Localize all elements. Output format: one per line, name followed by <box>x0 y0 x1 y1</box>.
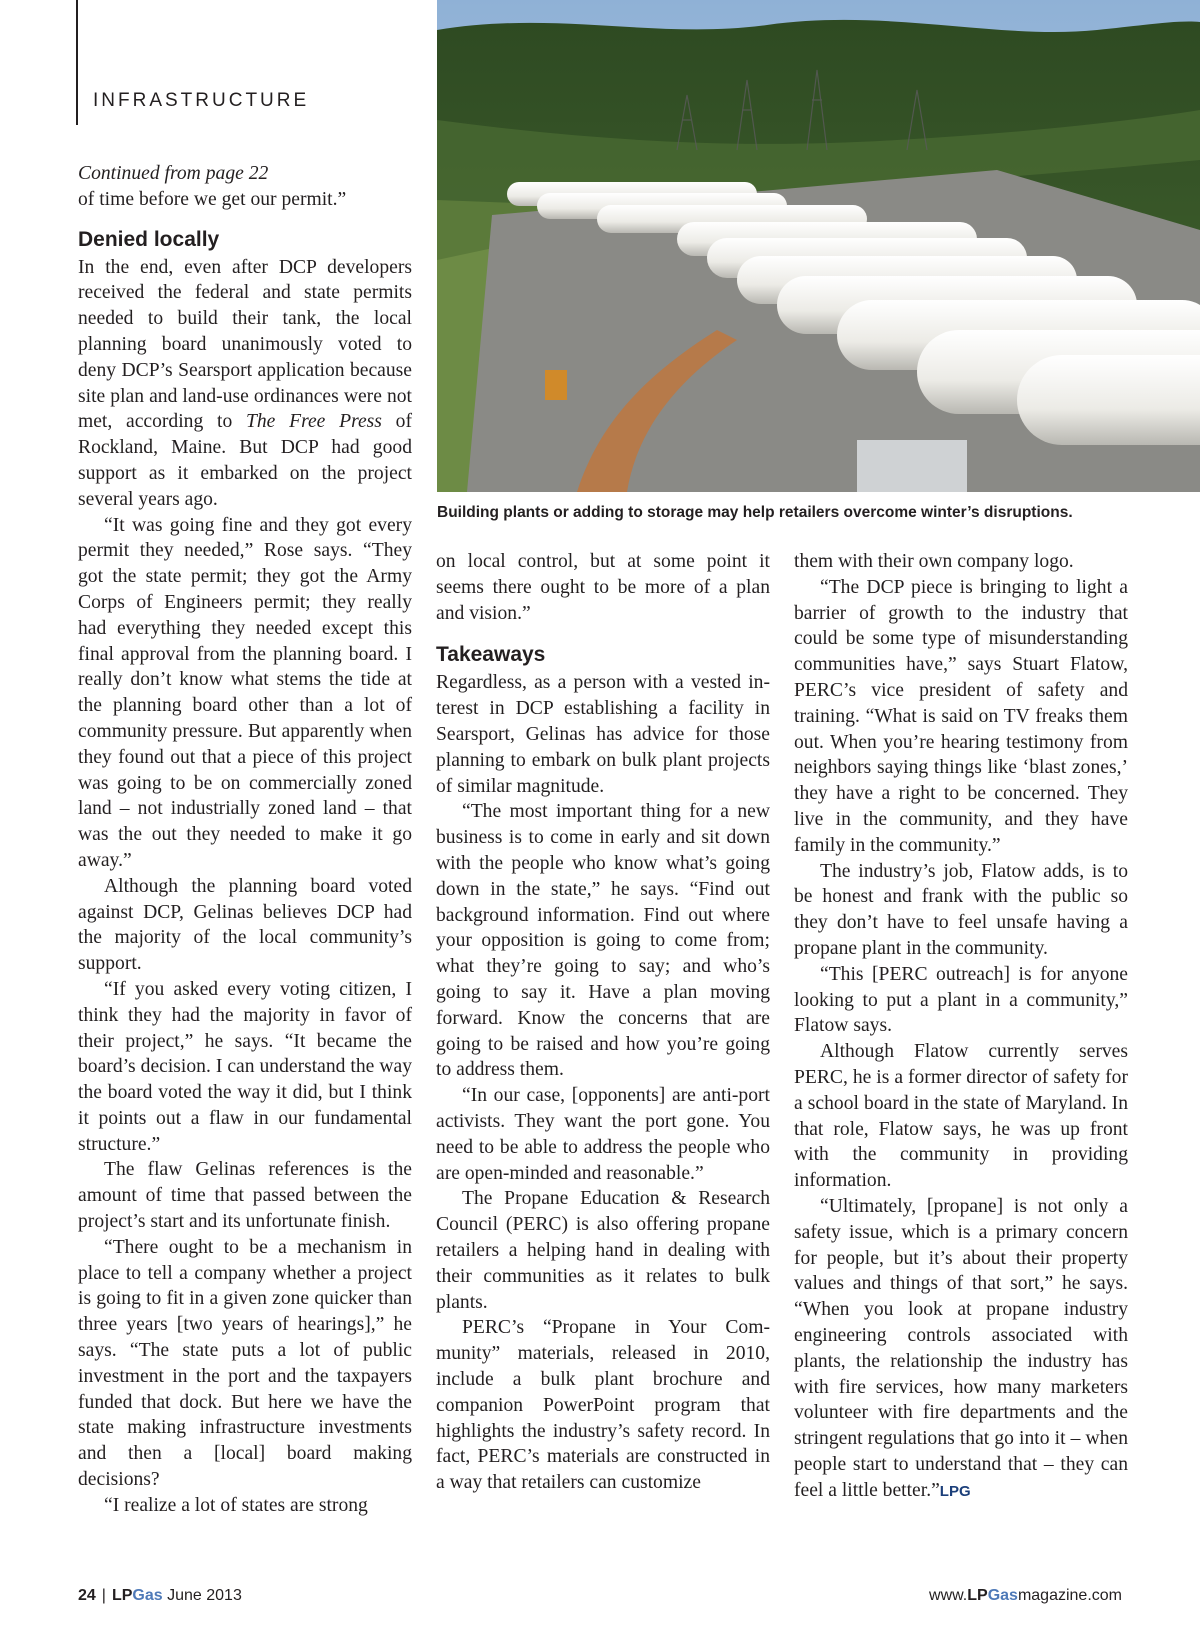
paragraph: “I realize a lot of states are strong <box>104 1494 368 1516</box>
url-prefix: www. <box>929 1587 968 1604</box>
article-column-3 <box>794 549 1128 1504</box>
article-column-2 <box>436 549 770 1496</box>
text-run: “Ultimately, [propane] is not only a safety issue, which is a primary concern for people, but it’s about their property values and things of that sort,” he says. “When you look at propane industry engineering controls associated with plants, the relationship the industry has with fire services, how many marketers volunteer with fire departments and the stringent regulations that go into it – when people start to understand that – they can feel a little better.” <box>794 1195 1128 1501</box>
magazine-name-gas: Gas <box>132 1587 163 1604</box>
paragraph: The flaw Gelinas references is the amount of time that passed between the project’s start and its unfortunate finish. <box>78 1159 412 1233</box>
photo-illustration <box>437 0 1200 492</box>
magazine-name-lp: LP <box>111 1587 133 1604</box>
paragraph: “The most important thing for a new business is to come in early and sit down with the people who know what’s going down in the state,” he says. “Find out background information. Find out where your opposition is going to come from; what they’re going to say; and who’s going to say it. Have a plan moving forward. Know the concerns that are going to be raised and how you’re going to address them. <box>436 801 770 1081</box>
paragraph: PERC’s “Propane in Your Community” materials, released in 2010, include a bulk plant brochure and companion PowerPoint program that highlights the industry’s safety record. In fact, PERC’s materials are constructed in a way that retailers can customize <box>436 1317 770 1494</box>
paragraph: on local control, but at some point it seems there ought to be more of a plan and vision.” <box>436 551 770 624</box>
paragraph: “In our case, [opponents] are anti-port activists. They want the port gone. You need to be able to address the people who are open-minded and reasonable.” <box>436 1085 770 1184</box>
header-rule <box>76 0 78 125</box>
paragraph: The industry’s job, Flatow adds, is to be honest and frank with the public so they don’t have to feel unsafe having a propane plant in the community. <box>794 860 1128 959</box>
paragraph: “This [PERC outreach] is for anyone looking to put a plant in a community,” Flatow says. <box>794 963 1128 1037</box>
url-gas: Gas <box>987 1587 1018 1604</box>
footer-folio <box>78 1587 242 1605</box>
subhead-denied-locally: Denied locally <box>78 227 220 251</box>
end-mark: LPG <box>939 1482 971 1500</box>
url-suffix: magazine.com <box>1017 1587 1122 1604</box>
continued-note: Continued from page 22 <box>78 163 269 184</box>
paragraph <box>794 1194 1128 1505</box>
paragraph: Although Flatow currently serves PERC, he is a former director of safety for a school board in the state of Maryland. In that role, Flatow says, he was up front with the community in providing information. <box>794 1041 1128 1192</box>
storage-plant-photo <box>437 0 1200 492</box>
paragraph: them with their own company logo. <box>794 551 1074 572</box>
text-run: In the end, even after DCP developers received the federal and state permits needed to build their tank, the local planning board unanimously voted to deny DCP’s Searsport application because site plan and land-use ordinances were not met, according to <box>78 256 412 433</box>
paragraph: “There ought to be a mechanism in place to tell a company whether a project is going to fit in a given zone quicker than three years [two years of hearings],” he says. “The state puts a lot of public investment in the port and the taxpayers funded that dock. But here we have the state making infrastructure investments and then a [local] board making decisions? <box>78 1236 412 1491</box>
footer-url[interactable] <box>929 1587 1122 1605</box>
url-lp: LP <box>967 1587 988 1604</box>
publication-title: The Free Press <box>245 411 382 433</box>
paragraph: Although the planning board voted against DCP, Gelinas believes DCP had the majority of the local community’s support. <box>78 875 412 975</box>
section-label: INFRASTRUCTURE <box>93 90 310 111</box>
article-column-1 <box>78 161 412 1519</box>
paragraph: of time before we get our permit.” <box>78 188 347 210</box>
folio-separator: | <box>101 1587 106 1604</box>
issue-date: June 2013 <box>167 1587 242 1604</box>
paragraph: “The DCP piece is bringing to light a barrier of growth to the industry that could be some type of misunderstanding communities have,” says Stuart Flatow, PERC’s vice president of safety and training. “What is said on TV freaks them out. When you’re hearing testimony from neighbors saying things like ‘blast zones,’ they have a right to be concerned. They live in the community, and they have family in the community.” <box>794 576 1128 856</box>
paragraph: Regardless, as a person with a vested interest in DCP establishing a facility in Searsport, Gelinas has advice for those planning to embark on bulk plant projects of similar magnitude. <box>436 672 770 797</box>
paragraph <box>78 255 412 513</box>
paragraph: “If you asked every voting citizen, I think they had the majority in favor of their project,” he says. “It became the board’s decision. I can understand the way the board voted the way it did, but I think it points out a flaw in our fundamental structure.” <box>78 978 412 1155</box>
subhead-takeaways: Takeaways <box>436 643 546 667</box>
text-run: of Rockland, Maine. But DCP had good support as it embarked on the project several years ago. <box>78 411 412 510</box>
paragraph: “It was going fine and they got every permit they needed,” Rose says. “They got the state permit; they got the Army Corps of Engineers permit; they really had everything they needed except this final approval from the planning board. I really don’t know what stems the tide at the planning board other than a lot of community pressure. But apparently when they found out that a piece of this project was going to be on commercially zoned land – not industrially zoned land – that was the out they needed to make it go away.” <box>78 514 412 871</box>
page-number: 24 <box>78 1587 96 1604</box>
photo-caption: Building plants or adding to storage may help retailers overcome winter’s disruptions. <box>437 504 1073 521</box>
paragraph: The Propane Education & Research Council (PERC) is also offering propane retailers a helping hand in dealing with their communities as it relates to bulk plants. <box>436 1188 770 1313</box>
